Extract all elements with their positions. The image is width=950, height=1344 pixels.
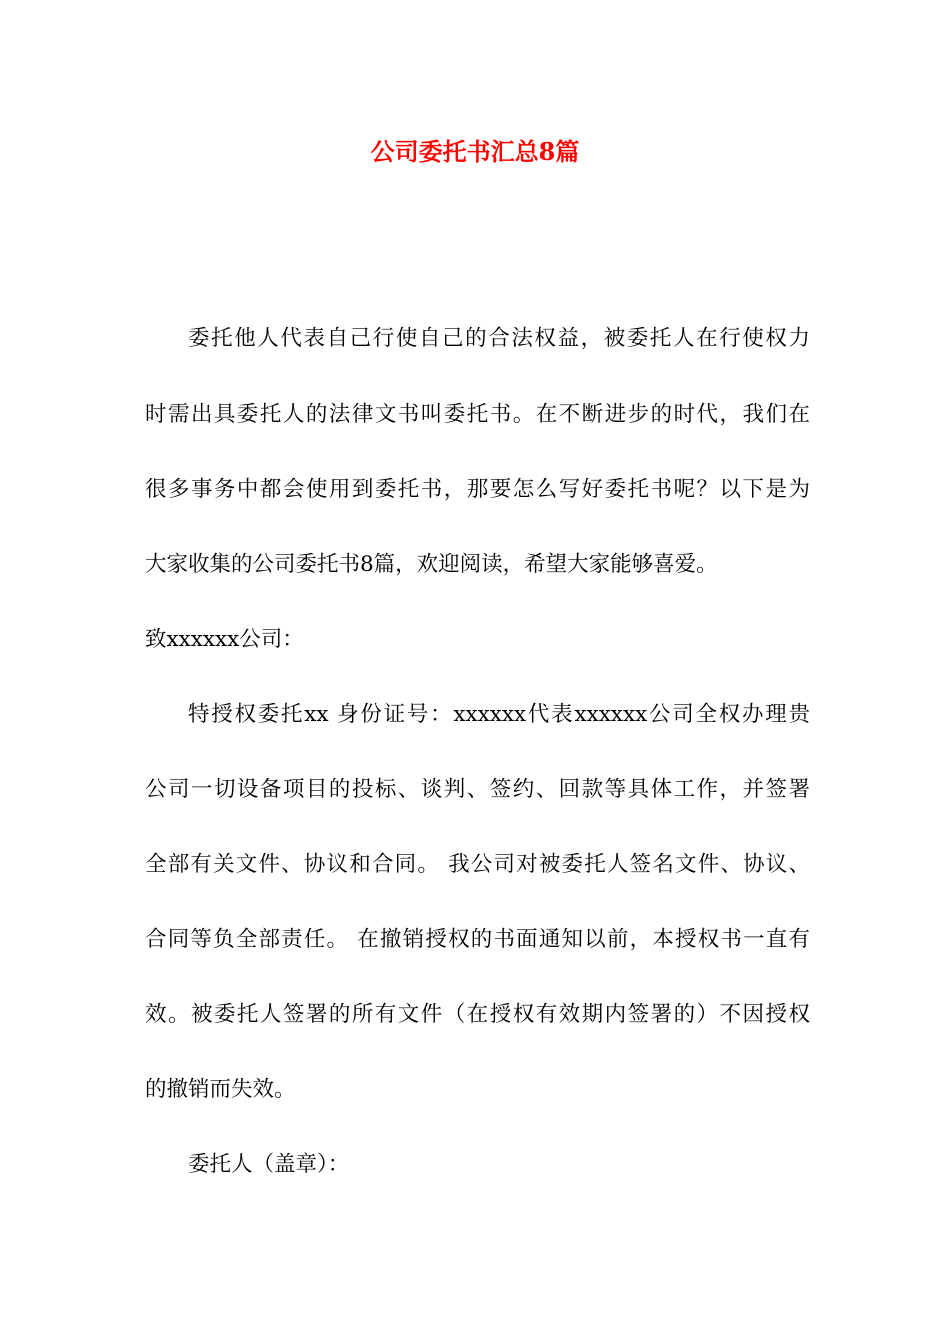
paragraph-line: 特授权委托xx 身份证号：xxxxxx代表xxxxxx公司全权办理贵 [188, 702, 810, 727]
paragraph-line: 委托他人代表自己行使自己的合法权益，被委托人在行使权力 [188, 326, 810, 351]
paragraph-line: 效。被委托人签署的所有文件（在授权有效期内签署的）不因授权 [145, 1002, 810, 1027]
signature-label: 委托人（盖章）： [188, 1152, 350, 1177]
paragraph-line: 时需出具委托人的法律文书叫委托书。在不断进步的时代，我们在 [145, 402, 810, 427]
paragraph-line: 全部有关文件、协议和合同。 我公司对被委托人签名文件、协议、 [145, 852, 810, 877]
document-title: 公司委托书汇总8篇 [370, 137, 580, 166]
paragraph-line: 很多事务中都会使用到委托书，那要怎么写好委托书呢？以下是为 [145, 477, 810, 502]
paragraph-line: 合同等负全部责任。 在撤销授权的书面通知以前，本授权书一直有 [145, 927, 810, 952]
paragraph-line: 大家收集的公司委托书8篇，欢迎阅读，希望大家能够喜爱。 [145, 552, 718, 577]
salutation-line: 致xxxxxx公司： [145, 627, 304, 652]
paragraph-line: 公司一切设备项目的投标、谈判、签约、回款等具体工作，并签署 [145, 777, 810, 802]
paragraph-line: 的撤销而失效。 [145, 1077, 296, 1102]
